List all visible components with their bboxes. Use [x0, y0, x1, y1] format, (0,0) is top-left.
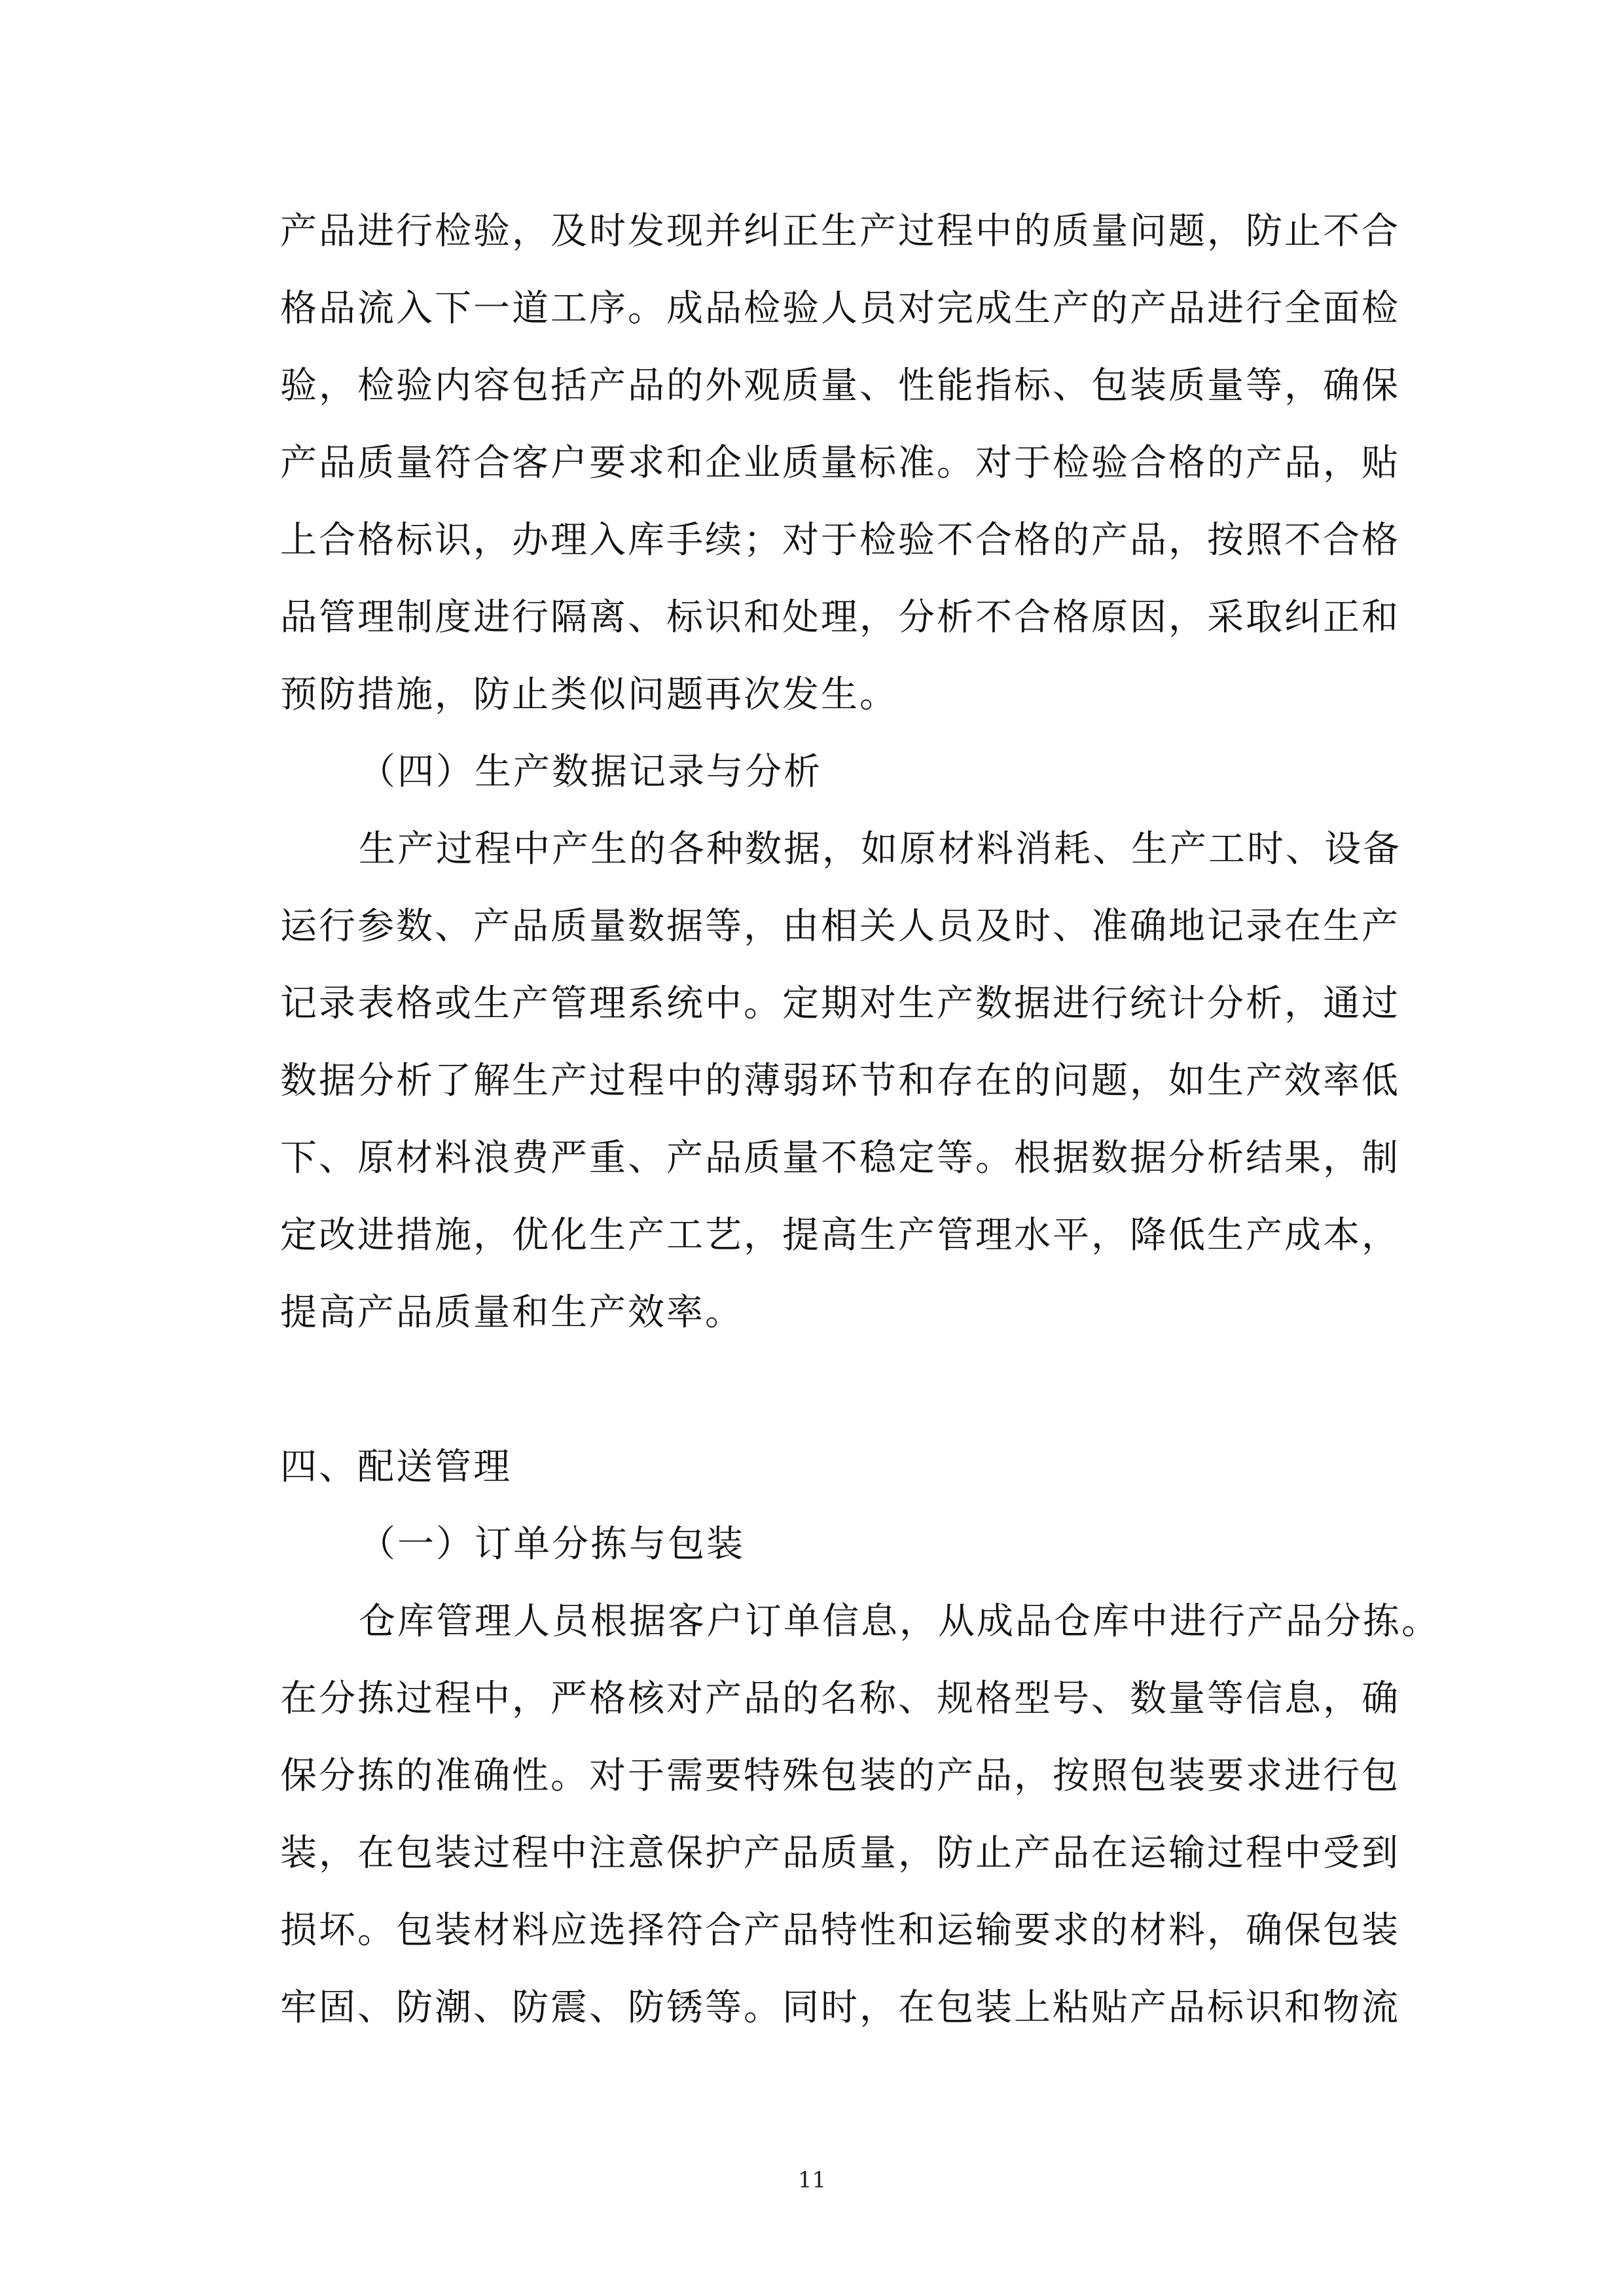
paragraph-line: 产品质量符合客户要求和企业质量标准。对于检验合格的产品，贴: [280, 442, 1400, 484]
paragraph-line: 定改进措施，优化生产工艺，提高生产管理水平，降低生产成本，: [280, 1214, 1400, 1257]
paragraph-line: 生产过程中产生的各种数据，如原材料消耗、生产工时、设备: [359, 828, 1401, 870]
subsection-heading: （四）生产数据记录与分析: [359, 751, 822, 793]
paragraph-line: 格品流入下一道工序。成品检验人员对完成生产的产品进行全面检: [280, 287, 1400, 330]
paragraph-line: 数据分析了解生产过程中的薄弱环节和存在的问题，如生产效率低: [280, 1060, 1400, 1102]
paragraph-line: 牢固、防潮、防震、防锈等。同时，在包装上粘贴产品标识和物流: [280, 1986, 1400, 2029]
subsection-heading: （一）订单分拣与包装: [359, 1523, 745, 1566]
paragraph-line: 上合格标识，办理入库手续；对于检验不合格的产品，按照不合格: [280, 519, 1400, 562]
page-number: 11: [797, 2167, 827, 2193]
paragraph-line: 损坏。包装材料应选择符合产品特性和运输要求的材料，确保包装: [280, 1909, 1400, 1952]
paragraph-line: 提高产品质量和生产效率。: [280, 1291, 744, 1334]
paragraph-line: 验，检验内容包括产品的外观质量、性能指标、包装质量等，确保: [280, 365, 1400, 407]
paragraph-line: 预防措施，防止类似问题再次发生。: [280, 673, 898, 716]
paragraph-line: 仓库管理人员根据客户订单信息，从成品仓库中进行产品分拣。: [359, 1600, 1440, 1643]
paragraph-line: 品管理制度进行隔离、标识和处理，分析不合格原因，采取纠正和: [280, 596, 1400, 639]
paragraph-line: 运行参数、产品质量数据等，由相关人员及时、准确地记录在生产: [280, 905, 1400, 948]
paragraph-line: 保分拣的准确性。对于需要特殊包装的产品，按照包装要求进行包: [280, 1755, 1400, 1797]
paragraph-line: 在分拣过程中，严格核对产品的名称、规格型号、数量等信息，确: [280, 1677, 1400, 1720]
paragraph-line: 产品进行检验，及时发现并纠正生产过程中的质量问题，防止不合: [280, 210, 1400, 253]
section-heading: 四、配送管理: [280, 1446, 512, 1488]
paragraph-line: 记录表格或生产管理系统中。定期对生产数据进行统计分析，通过: [280, 982, 1400, 1025]
paragraph-line: 下、原材料浪费严重、产品质量不稳定等。根据数据分析结果，制: [280, 1137, 1400, 1179]
paragraph-line: 装，在包装过程中注意保护产品质量，防止产品在运输过程中受到: [280, 1832, 1400, 1874]
